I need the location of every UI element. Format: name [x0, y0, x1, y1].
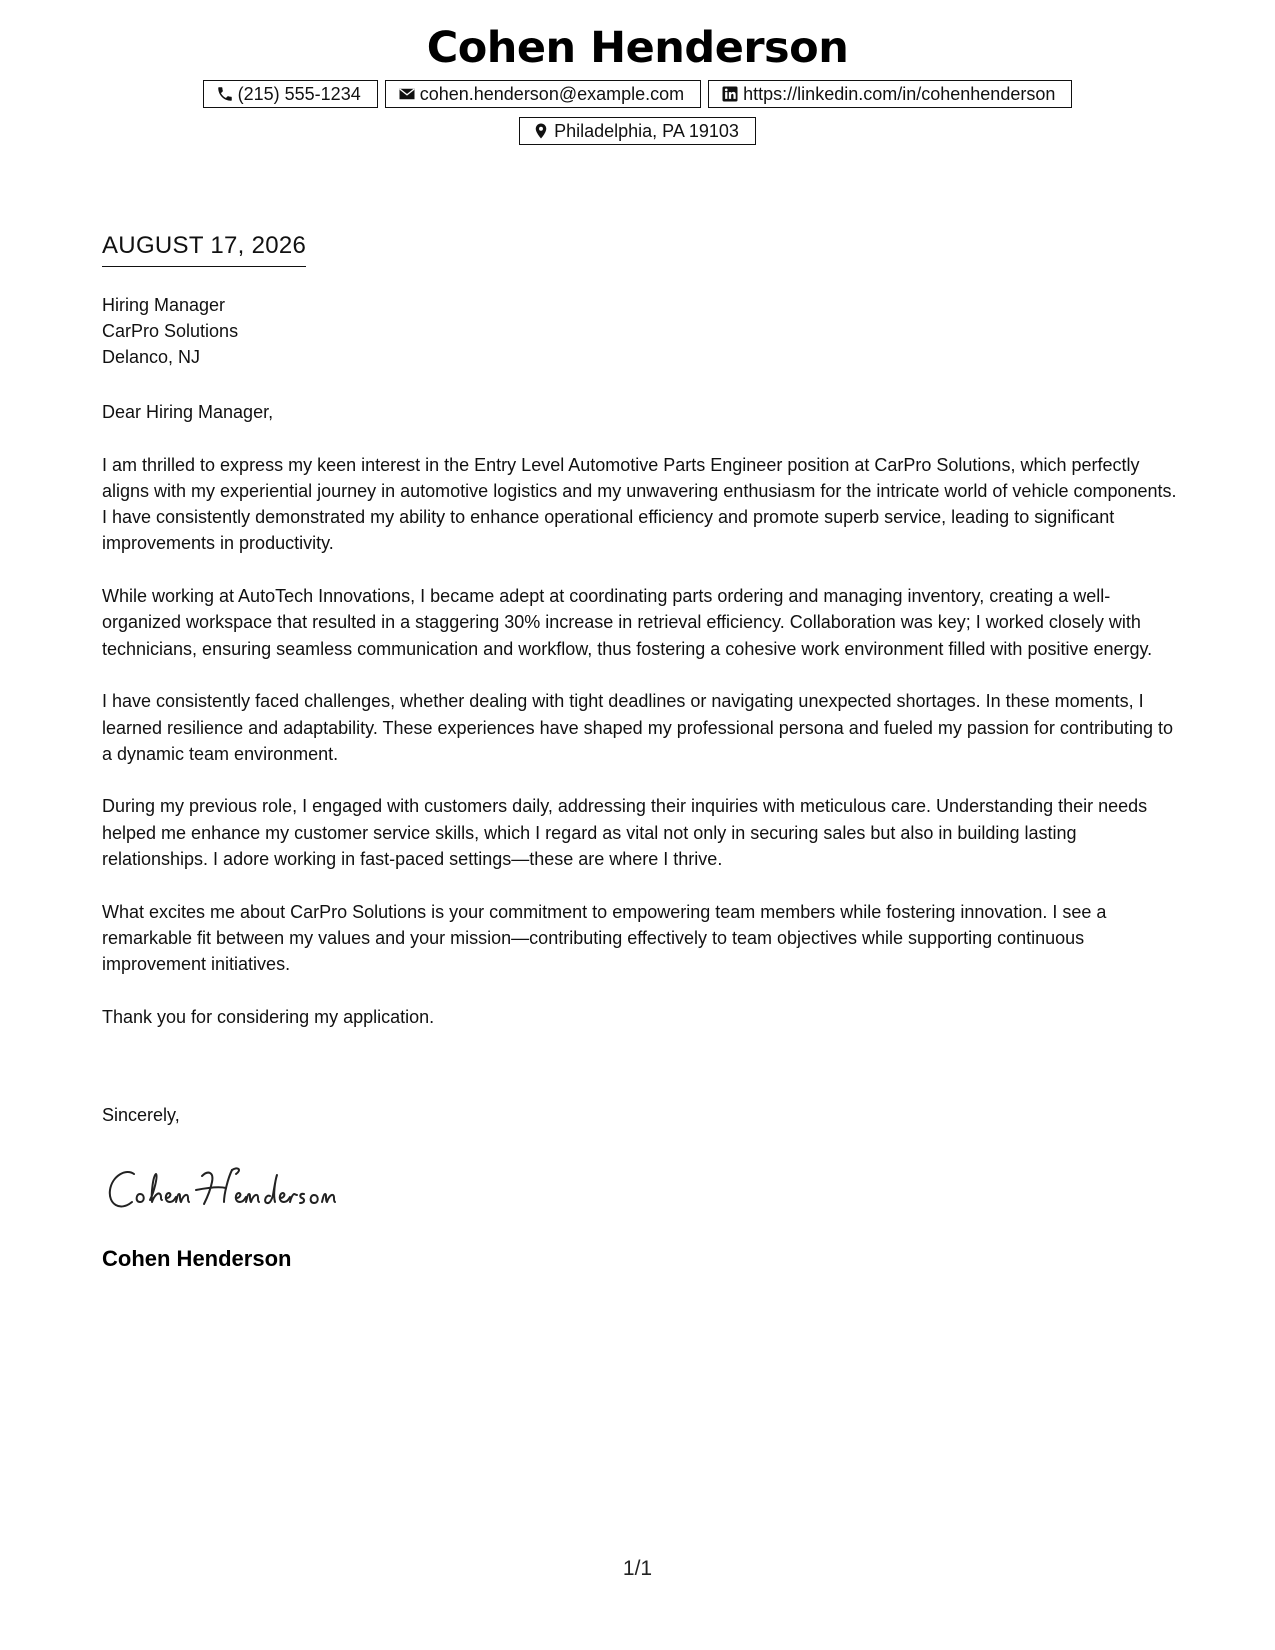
- paragraph: While working at AutoTech Innovations, I became adept at coordinating parts ordering and managing inventory, creating a well-organized workspace that resulted in a staggering 30% increase in retrieval efficiency. Collaboration was key; I worked closely with technicians, ensuring seamless communication and workflow, thus fostering a cohesive work environment filled with positive energy.: [102, 586, 1153, 659]
- greeting: Dear Hiring Manager,: [102, 402, 274, 422]
- phone-icon: [216, 85, 234, 103]
- phone-text: (215) 555-1234: [237, 83, 361, 104]
- email-text: cohen.henderson@example.com: [419, 83, 685, 104]
- contact-phone[interactable]: [203, 80, 378, 108]
- contact-location: [519, 117, 756, 145]
- signer-name: Cohen Henderson: [102, 1246, 292, 1271]
- handwritten-signature: [104, 1160, 364, 1220]
- recipient-location: Delanco, NJ: [102, 347, 201, 367]
- contact-row-secondary: [0, 117, 1275, 145]
- linkedin-icon: [721, 85, 739, 103]
- paragraph: I am thrilled to express my keen interest in the Entry Level Automotive Parts Engineer position at CarPro Solutions, which perfectly aligns with my experiential journey in automotive logistics and my unwavering enthusiasm for the intricate world of vehicle components. I have consistently demonstrated my ability to enhance operational efficiency and promote superb service, leading to significant improvements in productivity.: [102, 454, 1177, 554]
- paragraph: During my previous role, I engaged with customers daily, addressing their inquiries with meticulous care. Understanding their needs helped me enhance my customer service skills, which I regard as vital not only in securing sales but also in building lasting relationships. I adore working in fast-paced settings—these are where I thrive.: [102, 796, 1148, 870]
- map-pin-icon: [532, 122, 550, 140]
- applicant-name: Cohen Henderson: [426, 23, 849, 73]
- recipient-block: [102, 292, 238, 370]
- recipient-company: CarPro Solutions: [102, 321, 239, 341]
- paragraph: What excites me about CarPro Solutions is your commitment to empowering team members while fostering innovation. I see a remarkable fit between my values and your mission—contributing effectively to team objectives while supporting continuous improvement initiatives.: [102, 901, 1107, 975]
- letter-body: [102, 399, 1177, 1056]
- page-number: 1/1: [622, 1557, 653, 1580]
- contact-row-primary: [0, 80, 1275, 108]
- linkedin-text: https://linkedin.com/in/cohenhenderson: [743, 83, 1056, 104]
- envelope-icon: [398, 85, 416, 103]
- letter-date: AUGUST 17, 2026: [102, 232, 306, 267]
- paragraph: Thank you for considering my application.: [102, 1006, 435, 1027]
- contact-linkedin[interactable]: [708, 80, 1072, 108]
- recipient-title: Hiring Manager: [102, 295, 226, 315]
- contact-email[interactable]: [385, 80, 701, 108]
- closing: Sincerely,: [102, 1105, 180, 1125]
- paragraph: I have consistently faced challenges, whether dealing with tight deadlines or navigating unexpected shortages. In these moments, I learned resilience and adaptability. These experiences have shaped my professional persona and fueled my passion for contributing to a dynamic team environment.: [102, 691, 1173, 764]
- location-text: Philadelphia, PA 19103: [554, 120, 739, 141]
